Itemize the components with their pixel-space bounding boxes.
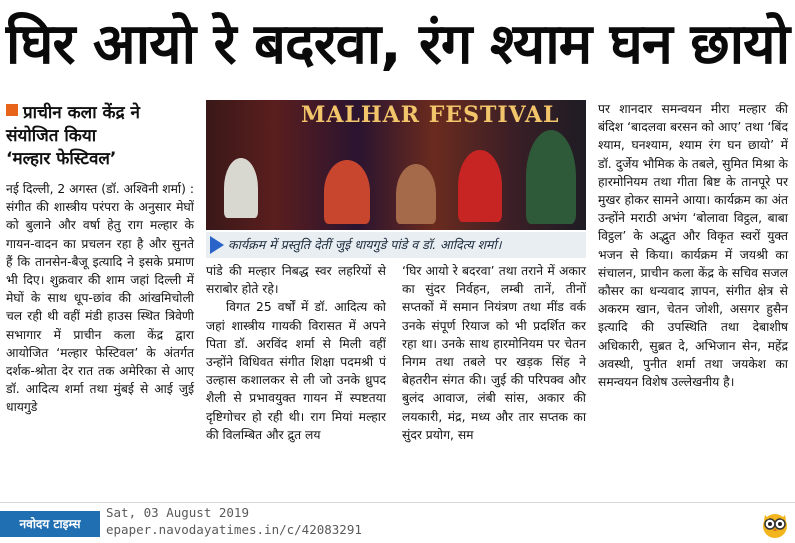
- singer-jui-figure: [324, 160, 370, 224]
- subheadline-line-2: संयोजित किया: [6, 126, 97, 146]
- harmonium-player-figure: [396, 164, 436, 224]
- article-column-1: [6, 180, 194, 417]
- singer-aditya-figure: [458, 150, 502, 222]
- article-column-4: [598, 100, 788, 391]
- article-column-2: [206, 262, 386, 444]
- concert-photo: [206, 100, 586, 230]
- singer-portrait-figure: [526, 130, 576, 224]
- caption-arrow-icon: [210, 236, 224, 254]
- epaper-link[interactable]: epaper.navodayatimes.in/c/42083291: [106, 522, 362, 537]
- column-1-text: नई दिल्ली, 2 अगस्त (डॉ. अश्विनी शर्मा) : संगीत की शास्त्रीय परंपरा के अनुसार मेघों को बुलाने और वर्षा हेतु राग मल्हार के गायन-वादन का प्रचलन रहा है और सुनते हैं कि तानसेन-बैजू इत्यादि ने इसके प्रमाण भी दिए। शुक्रवार की शाम जहां दिल्ली में मेघों के साथ धूप-छांव की आंखमिचोली चल रही थी वहीं मंडी हाउस स्थित त्रिवेणी सभागार में प्राचीन कला केंद्र द्वारा आयोजित ‘मल्हार फेस्टिवल’ के अंतर्गत दर्शक-श्रोता देर रात तक अमेरिका से आए डॉ. आदित्य शर्मा तथा मुंबई से आई जुई धायगुडे: [6, 182, 194, 415]
- column-4-text: पर शानदार समन्वयन मीरा मल्हार की बंदिश ‘बादलवा बरसन को आए’ तथा ‘बिंद श्याम, घनश्याम, श्याम रंग घन छायो’ में डॉ. दुर्जेय भौमिक के तबले, सुमित मिश्रा के हारमोनियम तथा गीता बिष्ट के तानपूरे पर मुखर होकर सामने आया। कार्यक्रम का अंत उन्होंने मराठी अभंग ‘बोलावा विट्ठल, बाबा विट्ठल’ के अद्भुत और विकृत स्वरों युक्त भजन से किया। कार्यक्रम में जयश्री का संचालन, प्राचीन कला केंद्र के सचिव सजल कौसर का धन्यवाद ज्ञापन, संगीत क्षेत्र से अकरम खान, चेतन जोशी, असगर हुसैन इत्यादि की उपस्थिति तथा देबाशीष अधिकारी, सुब्रत दे, अभिजान सेन, महेंद्र अवस्थी, पुनीत शर्मा तथा जयकेश का समन्वयन विशेष उल्लेखनीय है।: [598, 102, 788, 390]
- column-2-text: विगत 25 वर्षों में डॉ. आदित्य को जहां शास्त्रीय गायकी विरासत में अपने पिता डॉ. अरविंद शर्मा से मिली वहीं उन्होंने विधिवत संगीत शिक्षा पदमश्री पं उल्हास कशालकर से ली जो उनके ध्रुपद शैली से प्रभावयुक्त गायन में स्पष्टतया दृष्टिगोचर हो रही थी। राग मियां मल्हार की विलम्बित और द्रुत लय: [206, 300, 386, 442]
- article-column-3: [402, 262, 586, 444]
- owl-mascot-icon: [760, 509, 790, 539]
- photo-caption: [206, 232, 586, 258]
- tabla-player-figure: [224, 158, 258, 218]
- navodaya-times-logo[interactable]: नवोदय टाइम्स: [0, 511, 100, 537]
- epaper-footer: [0, 502, 795, 543]
- column-2-lead: पांडे की मल्हार निबद्ध स्वर लहरियों से सराबोर होते रहे।: [206, 264, 386, 297]
- subheadline-line-3: ‘मल्हार फेस्टिवल’: [6, 149, 117, 169]
- edition-date: Sat, 03 August 2019: [106, 505, 249, 520]
- subheadline: [6, 102, 194, 171]
- orange-square-bullet-icon: [6, 104, 18, 116]
- caption-text: कार्यक्रम में प्रस्तुति देतीं जुई धायगुडे पांडे व डॉ. आदित्य शर्मा।: [228, 237, 502, 252]
- column-3-text: ‘घिर आयो रे बदरवा’ तथा तराने में अकार का सुंदर निर्वहन, लम्बी तानें, तीनों सप्तकों में समान नियंत्रण तथा मींड वर्क उनके संपूर्ण रियाज को भी प्रदर्शित कर रहा था। उनके साथ हारमोनियम पर चेतन निगम तथा तबले पर खड़क सिंह ने बेहतरीन संगत की। जुई की परिपक्व और बुलंद आवाज, लंबी सांस, अकार की लयकारी, मंद्र, मध्य और तार सप्तक का सुंदर प्रयोग, सम: [402, 264, 586, 442]
- subheadline-line-1: प्राचीन कला केंद्र ने: [6, 102, 194, 125]
- stage-banner-text: MALHAR FESTIVAL: [301, 102, 560, 128]
- headline: घिर आयो रे बदरवा, रंग श्याम घन छायो: [5, 12, 790, 77]
